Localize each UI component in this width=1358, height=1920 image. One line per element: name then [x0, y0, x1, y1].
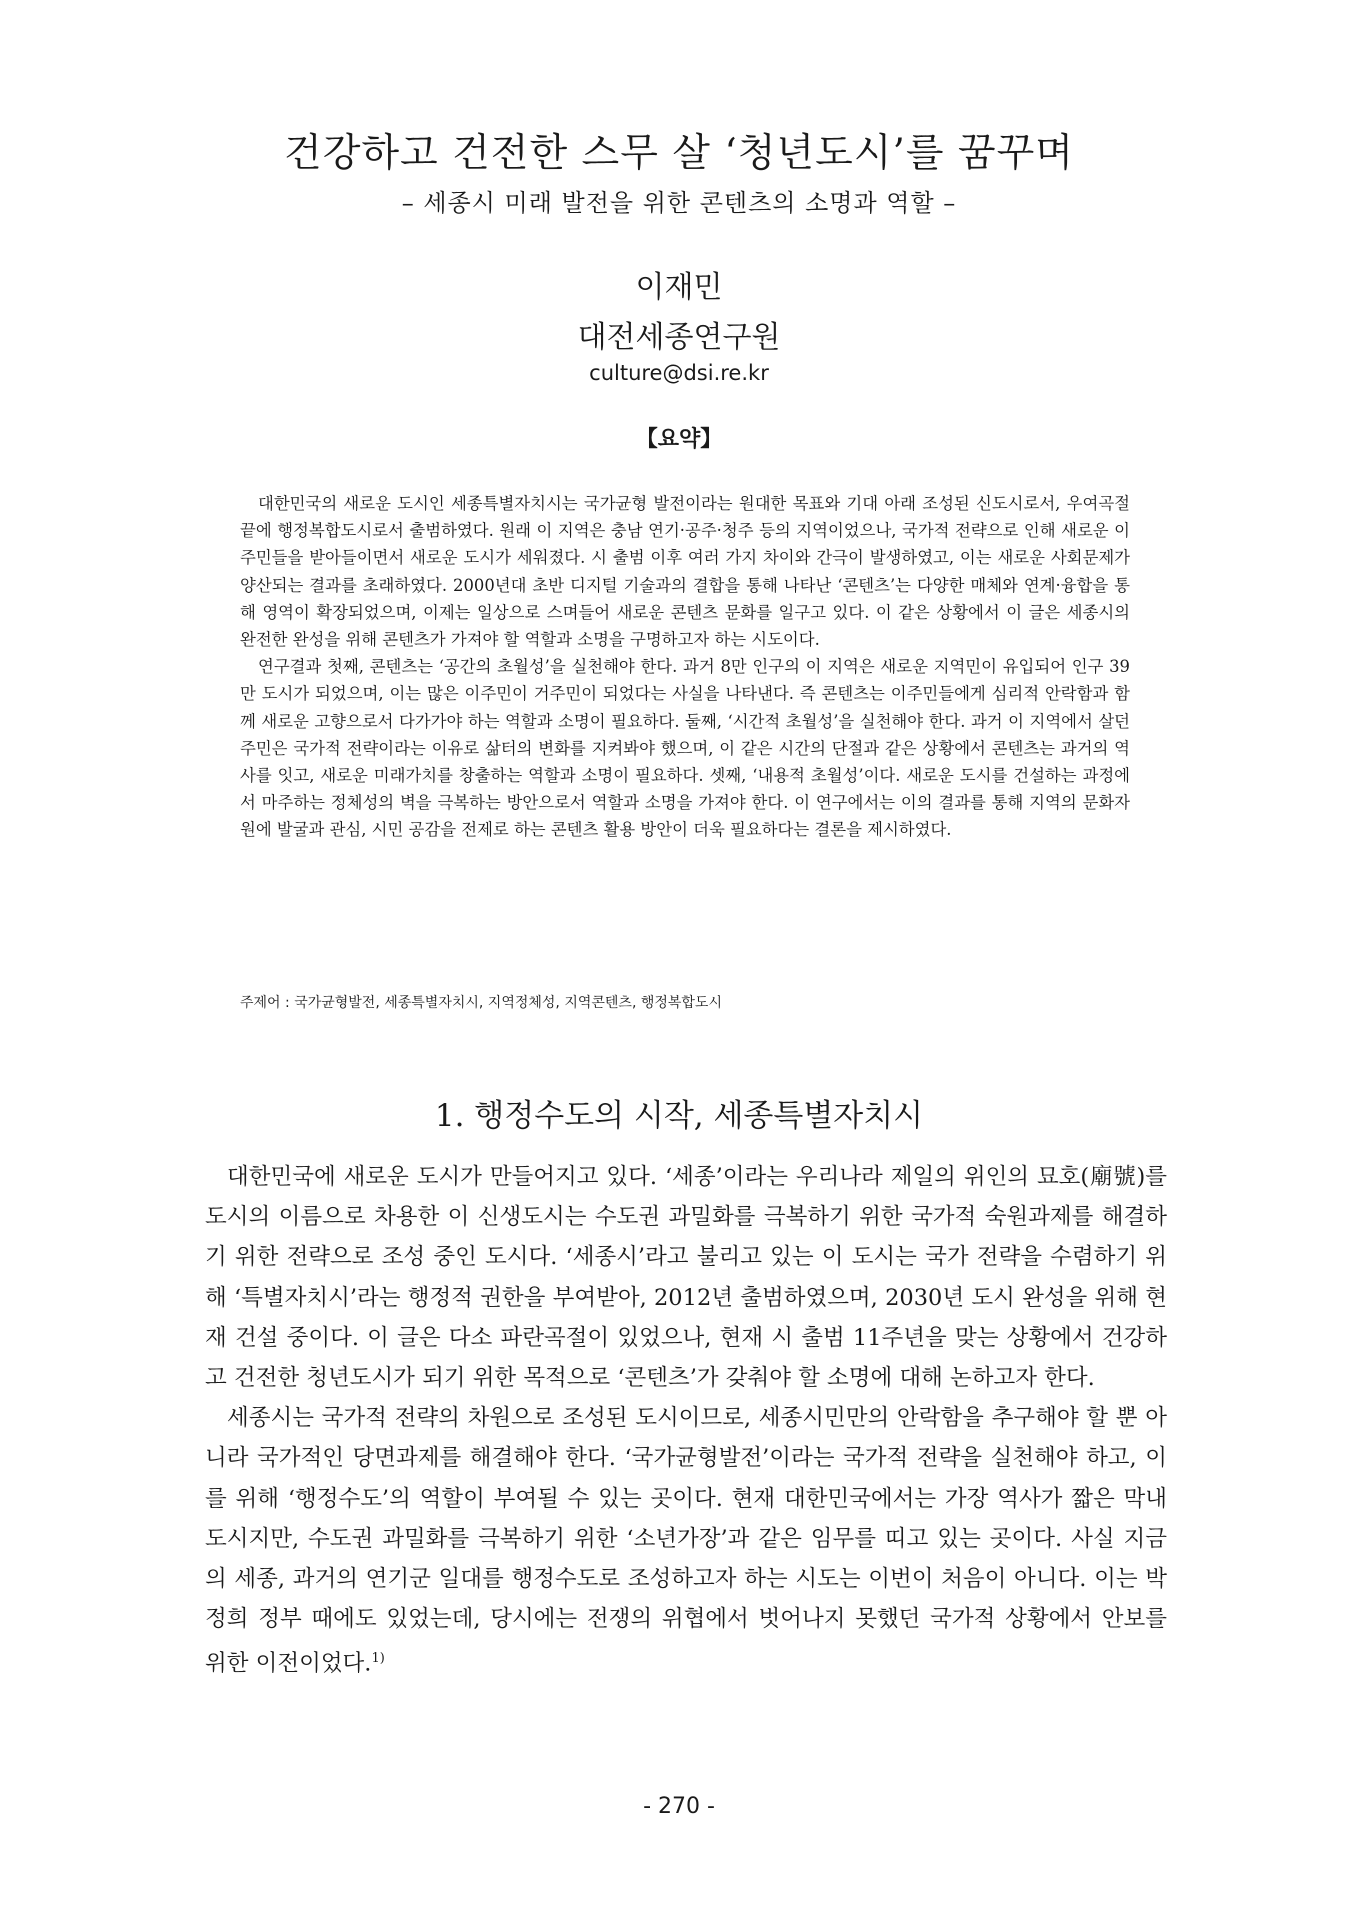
section-body	[205, 1157, 1167, 1684]
abstract-body	[240, 490, 1130, 844]
body-paragraph-text: 세종시는 국가적 전략의 차원으로 조성된 도시이므로, 세종시민만의 안락함을 추구해야 할 뿐 아니라 국가적인 당면과제를 해결해야 한다. ‘국가균형발전’이라는 국가적 전략을 실천해야 하고, 이를 위해 ‘행정수도’의 역할이 부여될 수 있는 곳이다. 현재 대한민국에서는 가장 역사가 짧은 막내 도시지만, 수도권 과밀화를 극복하기 위한 ‘소년가장’과 같은 임무를 띠고 있는 곳이다. 사실 지금의 세종, 과거의 연기군 일대를 행정수도로 조성하고자 하는 시도는 이번이 처음이 아니다. 이는 박정희 정부 때에도 있었는데, 당시에는 전쟁의 위협에서 벗어나지 못했던 국가적 상황에서 안보를 위한 이전이었다.	[205, 1405, 1167, 1677]
abstract-paragraph: 연구결과 첫째, 콘텐츠는 ‘공간의 초월성’을 실천해야 한다. 과거 8만 인구의 이 지역은 새로운 지역민이 유입되어 인구 39만 도시가 되었으며, 이는 많은 이주민이 거주민이 되었다는 사실을 나타낸다. 즉 콘텐츠는 이주민들에게 심리적 안락함과 함께 새로운 고향으로서 다가가야 하는 역할과 소명이 필요하다. 둘째, ‘시간적 초월성’을 실천해야 한다. 과거 이 지역에서 살던 주민은 국가적 전략이라는 이유로 삶터의 변화를 지켜봐야 했으며, 이 같은 시간의 단절과 같은 상황에서 콘텐츠는 과거의 역사를 잇고, 새로운 미래가치를 창출하는 역할과 소명이 필요하다. 셋째, ‘내용적 초월성’이다. 새로운 도시를 건설하는 과정에서 마주하는 정체성의 벽을 극복하는 방안으로서 역할과 소명을 가져야 한다. 이 연구에서는 이의 결과를 통해 지역의 문화자원에 발굴과 관심, 시민 공감을 전제로 하는 콘텐츠 활용 방안이 더욱 필요하다는 결론을 제시하였다.	[240, 657, 1130, 840]
footnote-marker[interactable]: 1)	[371, 1651, 385, 1667]
page-number: - 270 -	[643, 1794, 715, 1819]
section-heading: 1. 행정수도의 시작, 세종특별자치시	[434, 1098, 924, 1134]
keywords: 주제어 : 국가균형발전, 세종특별자치시, 지역정체성, 지역콘텐츠, 행정복합도시	[240, 995, 722, 1011]
author-name: 이재민	[635, 270, 723, 305]
body-paragraph: 대한민국에 새로운 도시가 만들어지고 있다. ‘세종’이라는 우리나라 제일의 위인의 묘호(廟號)를 도시의 이름으로 차용한 이 신생도시는 수도권 과밀화를 극복하기 위한 국가적 숙원과제를 해결하기 위한 전략으로 조성 중인 도시다. ‘세종시’라고 불리고 있는 이 도시는 국가 전략을 수렴하기 위해 ‘특별자치시’라는 행정적 권한을 부여받아, 2012년 출범하였으며, 2030년 도시 완성을 위해 현재 건설 중이다. 이 글은 다소 파란곡절이 있었으나, 현재 시 출범 11주년을 맞는 상황에서 건강하고 건전한 청년도시가 되기 위한 목적으로 ‘콘텐츠’가 갖춰야 할 소명에 대해 논하고자 한다.	[205, 1164, 1167, 1392]
abstract-heading: 【요약】	[635, 426, 723, 452]
abstract-paragraph: 대한민국의 새로운 도시인 세종특별자치시는 국가균형 발전이라는 원대한 목표와 기대 아래 조성된 신도시로서, 우여곡절 끝에 행정복합도시로서 출범하였다. 원래 이 지역은 충남 연기·공주·청주 등의 지역이었으나, 국가적 전략으로 인해 새로운 이주민들을 받아들이면서 새로운 도시가 세워졌다. 시 출범 이후 여러 가지 차이와 간극이 발생하였고, 이는 새로운 사회문제가 양산되는 결과를 초래하였다. 2000년대 초반 디지털 기술과의 결합을 통해 나타난 ‘콘텐츠’는 다양한 매체와 연계·융합을 통해 영역이 확장되었으며, 이제는 일상으로 스며들어 새로운 콘텐츠 문화를 일구고 있다. 이 같은 상황에서 이 글은 세종시의 완전한 완성을 위해 콘텐츠가 가져야 할 역할과 소명을 구명하고자 하는 시도이다.	[240, 494, 1130, 650]
author-email: culture@dsi.re.kr	[589, 361, 769, 385]
paper-title: 건강하고 건전한 스무 살 ‘청년도시’를 꿈꾸며	[284, 131, 1074, 176]
paper-subtitle: – 세종시 미래 발전을 위한 콘텐츠의 소명과 역할 –	[401, 189, 957, 217]
author-affiliation: 대전세종연구원	[577, 320, 781, 355]
body-paragraph	[205, 1398, 1167, 1684]
